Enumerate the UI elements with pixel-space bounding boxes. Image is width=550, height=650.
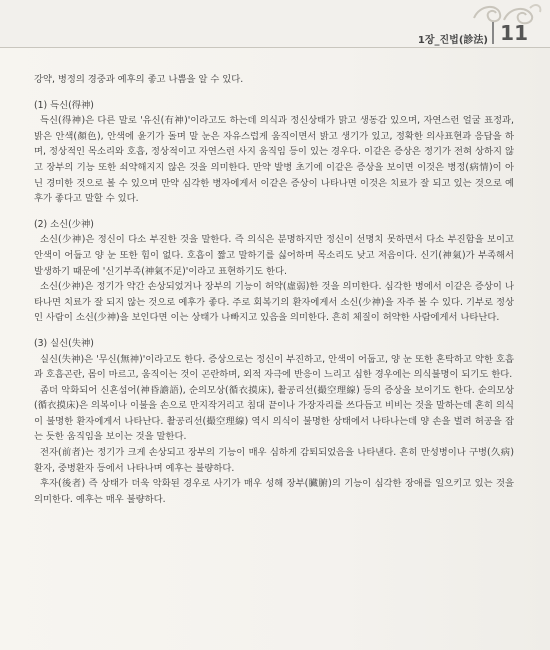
- section-heading: (3) 실신(失神): [34, 337, 94, 349]
- section-deuksin: [34, 98, 514, 207]
- section-heading: (1) 득신(得神): [34, 99, 94, 111]
- section-silsin: [34, 336, 514, 508]
- paragraph: 소신(少神)은 정기가 약간 손상되었거나 장부의 기능이 허약(虛弱)한 것을 의미한다. 심각한 병에서 이같은 증상이 나타나면 치료가 잘 되지 않는 것으로 예후가 좋다. 주로 회복기의 환자에게서 소신(少神)을 자주 볼 수 있다. 기부로 정상인 사람이 소신(少神)을 보인다면 이는 상태가 나빠지고 있음을 의미한다. 흔히 체질이 허약한 사람에게서 나타난다.: [34, 281, 514, 324]
- body-text: [34, 72, 514, 507]
- intro-paragraph: 강약, 병정의 경중과 예후의 좋고 나쁨을 알 수 있다.: [34, 74, 244, 85]
- section-sosin: [34, 217, 514, 326]
- header-divider: [0, 47, 550, 48]
- paragraph: 득신(得神)은 다른 말로 '유신(有神)'이라고도 하는데 의식과 정신상태가 맑고 생동감 있으며, 자연스런 얼굴 표정과, 밝은 안색(顏色), 안색에 윤기가 돌며 말 눈은 자유스럽게 움직이면서 밝고 생기가 있고, 정확한 의사표현과 응답을 하며, 정상적인 목소리와 호흡, 정상적이고 자연스런 사지 움직임 등이 있는 경우다. 이같은 증상은 정기가 전혀 상하지 않고 장부의 기능 또한 쇠약해지지 않은 것을 의미한다. 만약 발병 초기에 이같은 증상을 보이면 이것은 병정(病情)이 아닌 경미한 것으로 볼 수 있으며 만약 심각한 병자에게서 이같은 증상이 나타나면 이것은 치료가 잘 되고 있는 것으로 예후가 좋다고 말할 수 있다.: [34, 115, 514, 205]
- paragraph: 실신(失神)은 '무신(無神)'이라고도 한다. 증상으로는 정신이 부진하고, 안색이 어둡고, 양 눈 또한 혼탁하고 약한 호흡과 호흡곤란, 몸이 마르고, 움직이는 것이 곤란하며, 외적 자극에 반응이 느리고 심한 경우에는 의식불명이 되기도 한다.: [34, 353, 514, 381]
- paragraph: 소신(少神)은 정신이 다소 부진한 것을 말한다. 즉 의식은 분명하지만 정신이 선명치 못하면서 다소 부진함을 보이고 안색이 어둡고 양 눈 또한 힘이 없다. 호흡이 짧고 말하기를 싫어하며 목소리도 낮고 저음이다. 신기(神氣)가 부족해서 발생하기 때문에 '신기부족(神氣不足)'이라고 표현하기도 한다.: [34, 234, 514, 277]
- paragraph: 후자(後者) 즉 상태가 더욱 악화된 경우로 사기가 매우 성해 장부(臟腑)의 기능이 심각한 장애를 일으키고 있는 것을 의미한다. 예후는 매우 불량하다.: [34, 478, 514, 505]
- paragraph: 전자(前者)는 정기가 크게 손상되고 장부의 기능이 매우 심하게 감퇴되었음을 나타낸다. 흔히 만성병이나 구병(久病) 환자, 중병환자 등에서 나타나며 예후는 불량하다.: [34, 447, 514, 474]
- section-heading: (2) 소신(少神): [34, 218, 94, 230]
- chapter-title: 1장_진법(診法): [417, 35, 488, 46]
- paragraph: 좀더 악화되어 신혼섬어(神昏譫語), 순의모상(循衣摸床), 촬공리선(撮空理線) 등의 증상을 보이기도 한다. 순의모상(循衣摸床)은 의복이나 이불을 손으로 만지작거리고 침대 끝이나 가장자리를 쓰다듬고 비비는 것을 말하는데 혼히 의식이 불명한 환자에게서 나타난다. 촬공리선(撮空理線) 역시 의식이 불명한 상태에서 나타나는데 양 손을 벌려 허공을 잡는 듯한 움직임을 보이는 것을 말한다.: [34, 384, 514, 443]
- page-header: [0, 0, 550, 48]
- page-number: 11: [492, 22, 528, 44]
